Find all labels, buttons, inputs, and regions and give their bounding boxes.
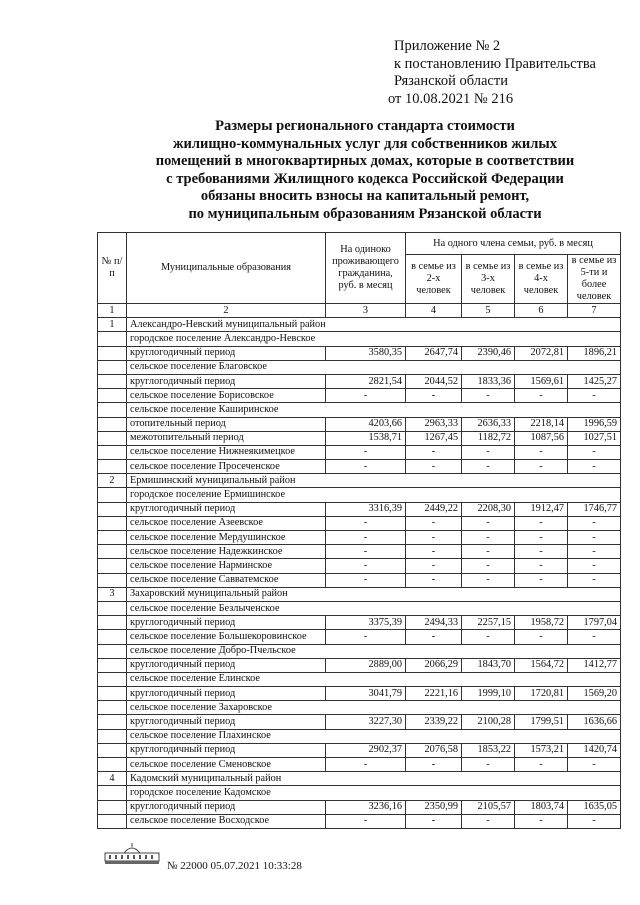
- value-cell: -: [462, 516, 515, 530]
- row-number: [98, 573, 127, 587]
- appendix-number: Приложение № 2: [394, 38, 501, 54]
- value-cell: -: [568, 758, 621, 772]
- government-building-logo-icon: [104, 843, 160, 865]
- table-row: [98, 431, 621, 445]
- row-name: круглогодичный период: [127, 658, 326, 672]
- row-number: [98, 715, 127, 729]
- row-number: [98, 332, 127, 346]
- row-number: [98, 800, 127, 814]
- table-row: [98, 715, 621, 729]
- value-cell: -: [515, 758, 568, 772]
- row-number: [98, 516, 127, 530]
- value-cell: -: [326, 758, 406, 772]
- value-cell: -: [462, 389, 515, 403]
- row-name: круглогодичный период: [127, 346, 326, 360]
- row-number: [98, 687, 127, 701]
- table-row: [98, 658, 621, 672]
- table-row: [98, 814, 621, 828]
- value-cell: -: [406, 573, 462, 587]
- table-row: [98, 573, 621, 587]
- value-cell: 2072,81: [515, 346, 568, 360]
- value-cell: -: [406, 460, 462, 474]
- row-number: [98, 431, 127, 445]
- row-number: [98, 417, 127, 431]
- row-name: сельское поселение Нижнеякимецкое: [127, 445, 326, 459]
- table-row: [98, 374, 621, 388]
- appendix-region: Рязанской области: [394, 73, 508, 89]
- title-line: обязаны вносить взносы на капитальный ремонт,: [200, 188, 530, 204]
- settlement-row: [98, 488, 621, 502]
- value-cell: -: [326, 445, 406, 459]
- value-cell: 2221,16: [406, 687, 462, 701]
- value-cell: -: [568, 389, 621, 403]
- value-cell: -: [326, 531, 406, 545]
- table-row: [98, 346, 621, 360]
- settlement-name: сельское поселение Елинское: [127, 672, 621, 686]
- value-cell: 1803,74: [515, 800, 568, 814]
- value-cell: -: [462, 445, 515, 459]
- value-cell: -: [406, 814, 462, 828]
- value-cell: -: [515, 460, 568, 474]
- header-per-member: На одного члена семьи, руб. в месяц: [406, 233, 621, 255]
- row-number: [98, 559, 127, 573]
- header-fam5: в семье из 5-ти и более человек: [568, 255, 621, 304]
- standards-table: [97, 232, 621, 829]
- settlement-name: сельское поселение Плахинское: [127, 729, 621, 743]
- title-line: по муниципальным образованиям Рязанской области: [188, 205, 542, 222]
- district-name: Захаровский муниципальный район: [127, 587, 621, 601]
- title-line: помещений в многоквартирных домах, которые в соответствии: [155, 153, 575, 169]
- table-row: [98, 800, 621, 814]
- row-number: [98, 346, 127, 360]
- table-row: [98, 758, 621, 772]
- value-cell: 4203,66: [326, 417, 406, 431]
- value-cell: -: [568, 531, 621, 545]
- settlement-name: городское поселение Ермишинское: [127, 488, 621, 502]
- value-cell: 2350,99: [406, 800, 462, 814]
- row-name: сельское поселение Надежкинское: [127, 545, 326, 559]
- value-cell: 2902,37: [326, 743, 406, 757]
- settlement-name: сельское поселение Добро-Пчельское: [127, 644, 621, 658]
- value-cell: 3316,39: [326, 502, 406, 516]
- value-cell: 2636,33: [462, 417, 515, 431]
- value-cell: -: [326, 545, 406, 559]
- row-number: [98, 545, 127, 559]
- row-name: сельское поселение Большекоровинское: [127, 630, 326, 644]
- table-row: [98, 389, 621, 403]
- settlement-row: [98, 644, 621, 658]
- value-cell: 1635,05: [568, 800, 621, 814]
- value-cell: 1425,27: [568, 374, 621, 388]
- value-cell: -: [406, 389, 462, 403]
- value-cell: 1636,66: [568, 715, 621, 729]
- title-line: жилищно-коммунальных услуг для собственников жилых: [173, 135, 557, 152]
- value-cell: -: [515, 389, 568, 403]
- table-body: [98, 318, 621, 829]
- value-cell: 2076,58: [406, 743, 462, 757]
- value-cell: 1412,77: [568, 658, 621, 672]
- value-cell: 2218,14: [515, 417, 568, 431]
- document-title: [120, 118, 610, 223]
- value-cell: -: [515, 516, 568, 530]
- value-cell: -: [515, 545, 568, 559]
- district-name: Ермишинский муниципальный район: [127, 474, 621, 488]
- row-name: сельское поселение Просеченское: [127, 460, 326, 474]
- value-cell: 1958,72: [515, 616, 568, 630]
- value-cell: 3227,30: [326, 715, 406, 729]
- value-cell: 1896,21: [568, 346, 621, 360]
- table-row: [98, 630, 621, 644]
- row-number: [98, 729, 127, 743]
- settlement-name: сельское поселение Каширинское: [127, 403, 621, 417]
- value-cell: 3375,39: [326, 616, 406, 630]
- table-row: [98, 687, 621, 701]
- col-number: 7: [568, 304, 621, 318]
- value-cell: 3041,79: [326, 687, 406, 701]
- settlement-name: сельское поселение Благовское: [127, 360, 621, 374]
- value-cell: -: [515, 573, 568, 587]
- row-name: отопительный период: [127, 417, 326, 431]
- value-cell: -: [515, 559, 568, 573]
- value-cell: -: [326, 516, 406, 530]
- row-name: круглогодичный период: [127, 502, 326, 516]
- row-name: сельское поселение Сменовское: [127, 758, 326, 772]
- value-cell: 2647,74: [406, 346, 462, 360]
- row-number: [98, 460, 127, 474]
- value-cell: 2257,15: [462, 616, 515, 630]
- row-number: [98, 630, 127, 644]
- table-row: [98, 502, 621, 516]
- row-name: сельское поселение Борисовское: [127, 389, 326, 403]
- value-cell: 1087,56: [515, 431, 568, 445]
- value-cell: 1853,22: [462, 743, 515, 757]
- row-name: круглогодичный период: [127, 743, 326, 757]
- value-cell: -: [515, 445, 568, 459]
- settlement-row: [98, 672, 621, 686]
- value-cell: -: [462, 758, 515, 772]
- appendix-header: [388, 38, 596, 108]
- value-cell: 2821,54: [326, 374, 406, 388]
- row-number: [98, 403, 127, 417]
- value-cell: -: [326, 630, 406, 644]
- district-name: Кадомский муниципальный район: [127, 772, 621, 786]
- value-cell: -: [568, 573, 621, 587]
- row-number: [98, 531, 127, 545]
- value-cell: 2449,22: [406, 502, 462, 516]
- value-cell: -: [462, 573, 515, 587]
- row-number: 2: [98, 474, 127, 488]
- title-line: с требованиями Жилищного кодекса Российской Федерации: [166, 170, 564, 187]
- footer: [104, 843, 160, 870]
- settlement-row: [98, 601, 621, 615]
- value-cell: 1843,70: [462, 658, 515, 672]
- col-number: 1: [98, 304, 127, 318]
- value-cell: -: [406, 531, 462, 545]
- settlement-row: [98, 403, 621, 417]
- value-cell: -: [326, 389, 406, 403]
- value-cell: 3580,35: [326, 346, 406, 360]
- value-cell: 1999,10: [462, 687, 515, 701]
- title-line: Размеры регионального стандарта стоимости: [215, 118, 515, 134]
- value-cell: 2100,28: [462, 715, 515, 729]
- appendix-date: от 10.08.2021 № 216: [388, 90, 514, 107]
- value-cell: -: [568, 630, 621, 644]
- table-row: [98, 516, 621, 530]
- value-cell: 1833,36: [462, 374, 515, 388]
- table-row: [98, 417, 621, 431]
- value-cell: 1538,71: [326, 431, 406, 445]
- value-cell: -: [462, 460, 515, 474]
- row-name: круглогодичный период: [127, 374, 326, 388]
- row-name: сельское поселение Азеевское: [127, 516, 326, 530]
- header-fam2: в семье из 2-х человек: [406, 255, 462, 304]
- table-row: [98, 743, 621, 757]
- value-cell: -: [515, 531, 568, 545]
- row-number: [98, 389, 127, 403]
- value-cell: 2208,30: [462, 502, 515, 516]
- value-cell: -: [326, 559, 406, 573]
- settlement-row: [98, 729, 621, 743]
- row-number: [98, 488, 127, 502]
- value-cell: -: [462, 545, 515, 559]
- value-cell: 1996,59: [568, 417, 621, 431]
- header-fam4: в семье из 4-х человек: [515, 255, 568, 304]
- settlement-name: сельское поселение Захаровское: [127, 701, 621, 715]
- row-number: [98, 374, 127, 388]
- settlement-name: городское поселение Кадомское: [127, 786, 621, 800]
- table-row: [98, 531, 621, 545]
- district-row: [98, 587, 621, 601]
- col-number: 2: [127, 304, 326, 318]
- value-cell: -: [326, 460, 406, 474]
- value-cell: -: [568, 814, 621, 828]
- value-cell: 2105,57: [462, 800, 515, 814]
- col-number: 4: [406, 304, 462, 318]
- value-cell: -: [462, 630, 515, 644]
- value-cell: 1569,61: [515, 374, 568, 388]
- value-cell: 1573,21: [515, 743, 568, 757]
- value-cell: -: [406, 630, 462, 644]
- header-single: На одиноко проживающего гражданина, руб. в месяц: [326, 233, 406, 304]
- value-cell: 1420,74: [568, 743, 621, 757]
- value-cell: -: [462, 531, 515, 545]
- value-cell: -: [462, 559, 515, 573]
- value-cell: 2963,33: [406, 417, 462, 431]
- row-number: [98, 786, 127, 800]
- row-number: [98, 758, 127, 772]
- row-number: [98, 445, 127, 459]
- row-number: 3: [98, 587, 127, 601]
- value-cell: 1797,04: [568, 616, 621, 630]
- col-number: 3: [326, 304, 406, 318]
- table-row: [98, 616, 621, 630]
- header-name: Муниципальные образования: [127, 233, 326, 304]
- value-cell: -: [406, 516, 462, 530]
- value-cell: 1569,20: [568, 687, 621, 701]
- row-name: круглогодичный период: [127, 715, 326, 729]
- value-cell: -: [326, 573, 406, 587]
- table-row: [98, 559, 621, 573]
- row-number: [98, 502, 127, 516]
- value-cell: -: [568, 545, 621, 559]
- district-row: [98, 474, 621, 488]
- row-number: [98, 672, 127, 686]
- value-cell: 1799,51: [515, 715, 568, 729]
- value-cell: -: [568, 460, 621, 474]
- value-cell: 2339,22: [406, 715, 462, 729]
- settlement-row: [98, 360, 621, 374]
- table-row: [98, 545, 621, 559]
- row-number: [98, 701, 127, 715]
- value-cell: -: [568, 516, 621, 530]
- value-cell: -: [515, 630, 568, 644]
- value-cell: 1182,72: [462, 431, 515, 445]
- header-fam3: в семье из 3-х человек: [462, 255, 515, 304]
- value-cell: 2494,33: [406, 616, 462, 630]
- table-row: [98, 460, 621, 474]
- value-cell: 3236,16: [326, 800, 406, 814]
- settlement-name: городское поселение Александро-Невское: [127, 332, 621, 346]
- row-number: 1: [98, 318, 127, 332]
- registration-stamp: № 22000 05.07.2021 10:33:28: [167, 860, 302, 872]
- district-row: [98, 772, 621, 786]
- col-number: 5: [462, 304, 515, 318]
- value-cell: -: [568, 559, 621, 573]
- value-cell: 1564,72: [515, 658, 568, 672]
- row-number: [98, 658, 127, 672]
- row-name: сельское поселение Нарминское: [127, 559, 326, 573]
- value-cell: 2390,46: [462, 346, 515, 360]
- value-cell: -: [406, 545, 462, 559]
- row-name: межотопительный период: [127, 431, 326, 445]
- value-cell: -: [462, 814, 515, 828]
- appendix-decree: к постановлению Правительства: [394, 55, 596, 72]
- value-cell: -: [326, 814, 406, 828]
- settlement-row: [98, 701, 621, 715]
- value-cell: 1267,45: [406, 431, 462, 445]
- row-number: 4: [98, 772, 127, 786]
- district-row: [98, 318, 621, 332]
- value-cell: 2044,52: [406, 374, 462, 388]
- row-name: круглогодичный период: [127, 616, 326, 630]
- value-cell: -: [515, 814, 568, 828]
- value-cell: -: [568, 445, 621, 459]
- row-name: круглогодичный период: [127, 687, 326, 701]
- value-cell: 1720,81: [515, 687, 568, 701]
- value-cell: 1027,51: [568, 431, 621, 445]
- row-number: [98, 601, 127, 615]
- value-cell: -: [406, 758, 462, 772]
- row-number: [98, 616, 127, 630]
- value-cell: 2889,00: [326, 658, 406, 672]
- col-number: 6: [515, 304, 568, 318]
- row-name: сельское поселение Савватемское: [127, 573, 326, 587]
- row-number: [98, 814, 127, 828]
- settlement-row: [98, 332, 621, 346]
- row-name: сельское поселение Восходское: [127, 814, 326, 828]
- settlement-row: [98, 786, 621, 800]
- district-name: Александро-Невский муниципальный район: [127, 318, 621, 332]
- row-name: круглогодичный период: [127, 800, 326, 814]
- value-cell: -: [406, 559, 462, 573]
- row-name: сельское поселение Мердушинское: [127, 531, 326, 545]
- row-number: [98, 743, 127, 757]
- value-cell: 1746,77: [568, 502, 621, 516]
- header-num: № п/п: [98, 233, 127, 304]
- table-row: [98, 445, 621, 459]
- row-number: [98, 644, 127, 658]
- value-cell: 1912,47: [515, 502, 568, 516]
- value-cell: -: [406, 445, 462, 459]
- row-number: [98, 360, 127, 374]
- settlement-name: сельское поселение Безлыченское: [127, 601, 621, 615]
- value-cell: 2066,29: [406, 658, 462, 672]
